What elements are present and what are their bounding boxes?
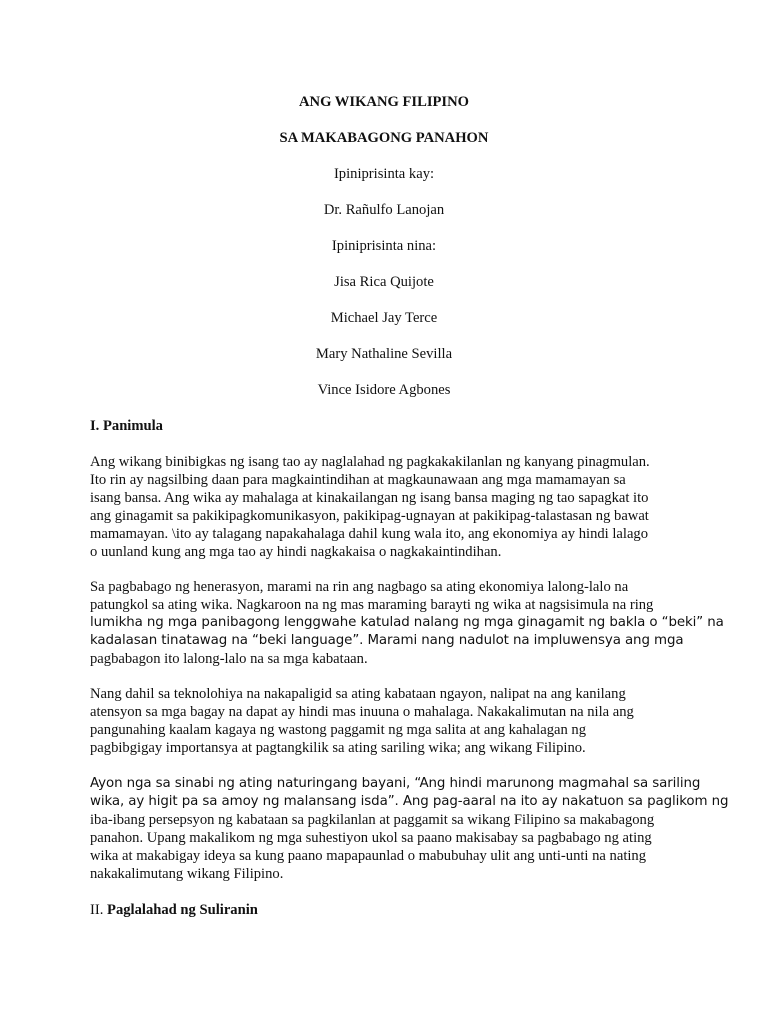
paragraph-line: Ang wikang binibigkas ng isang tao ay naglalahad ng pagkakakilanlan ng kanyang pinagmulan. bbox=[90, 454, 650, 470]
paragraph-line: isang bansa. Ang wika ay mahalaga at kinakailangan ng isang bansa maging ng tao sapagkat ito bbox=[90, 490, 649, 506]
paragraph bbox=[90, 685, 690, 757]
paragraph-line: iba-ibang persepsyon ng kabataan sa pagkilanlan at paggamit sa wikang Filipino sa makabagong bbox=[90, 812, 655, 828]
title-line-2: SA MAKABAGONG PANAHON bbox=[279, 130, 489, 146]
presented-to-name: Dr. Rañulfo Lanojan bbox=[323, 202, 445, 218]
paragraph-line: atensyon sa mga bagay na dapat ay hindi mas inuuna o mahalaga. Nakakalimutan na nila ang bbox=[90, 704, 634, 720]
presented-by-label: Ipiniprisinta nina: bbox=[331, 238, 437, 254]
paragraph-line: kadalasan tinatawag na “beki language”. Marami nang nadulot na impluwensya ang mga bbox=[90, 633, 684, 648]
paragraph-line: patungkol sa ating wika. Nagkaroon na ng mas maraming barayti ng wika at nagsisimula na ring bbox=[90, 597, 654, 613]
paragraph-line: nakakalimutang wikang Filipino. bbox=[90, 866, 284, 882]
paragraph-line: panahon. Upang makalikom ng mga suhestiyon ukol sa paano makisabay sa pagbabago ng ating bbox=[90, 830, 652, 846]
paragraph bbox=[90, 775, 729, 883]
author-name: Mary Nathaline Sevilla bbox=[315, 346, 453, 362]
section-number: II. bbox=[90, 902, 108, 918]
paragraph-line: Ito rin ay nagsilbing daan para magkaintindihan at magkaunawaan ang mga mamamayan sa bbox=[90, 472, 626, 488]
paragraph-line: wika at makabigay ideya sa kung paano mapapaunlad o mabubuhay ulit ang unti-unti na nating bbox=[90, 848, 647, 864]
paragraph-line: Ayon nga sa sinabi ng ating naturingang bayani, “Ang hindi marunong magmahal sa sariling bbox=[90, 776, 701, 791]
paragraph-line: mamamayan. \ito ay talagang napakahalaga dahil kung wala ito, ang ekonomiya ay hindi lalago bbox=[90, 526, 649, 542]
paragraph bbox=[90, 578, 724, 668]
paragraph-line: pangunahing kaalam kagaya ng wastong paggamit ng mga salita at ang kahalagan ng bbox=[90, 722, 587, 738]
section-title: Paglalahad ng Suliranin bbox=[107, 902, 258, 918]
section-heading-panimula: I. Panimula bbox=[90, 418, 163, 434]
presented-to-label: Ipiniprisinta kay: bbox=[333, 166, 435, 182]
author-name: Michael Jay Terce bbox=[330, 310, 438, 326]
paragraph bbox=[90, 453, 690, 561]
paragraph-line: pagbibgigay importansya at pagtangkilik sa ating sariling wika; ang wikang Filipino. bbox=[90, 740, 586, 756]
paragraph-line: Nang dahil sa teknolohiya na nakapaligid sa ating kabataan ngayon, nalipat na ang kanilang bbox=[90, 686, 626, 702]
paragraph-line: Sa pagbabago ng henerasyon, marami na rin ang nagbago sa ating ekonomiya lalong-lalo na bbox=[90, 579, 629, 595]
title-line-1: ANG WIKANG FILIPINO bbox=[298, 94, 469, 110]
paragraph-line: ang ginagamit sa pakikipagkomunikasyon, pakikipag-ugnayan at pakikipag-talastasan ng bawat bbox=[90, 508, 649, 524]
paragraph-line: lumikha ng mga panibagong lenggwahe katulad nalang ng mga ginagamit ng bakla o “beki” na bbox=[90, 615, 724, 630]
paragraph-line: o uunland kung ang mga tao ay hindi nagkakaisa o nagkakaintindihan. bbox=[90, 544, 502, 560]
paragraph-line: pagbabagon ito lalong-lalo na sa mga kabataan. bbox=[90, 651, 368, 667]
author-name: Jisa Rica Quijote bbox=[334, 274, 434, 290]
section-heading-suliranin bbox=[90, 901, 258, 919]
author-name: Vince Isidore Agbones bbox=[317, 382, 451, 398]
paragraph-line: wika, ay higit pa sa amoy ng malansang isda”. Ang pag-aaral na ito ay nakatuon sa paglikom ng bbox=[90, 794, 729, 809]
